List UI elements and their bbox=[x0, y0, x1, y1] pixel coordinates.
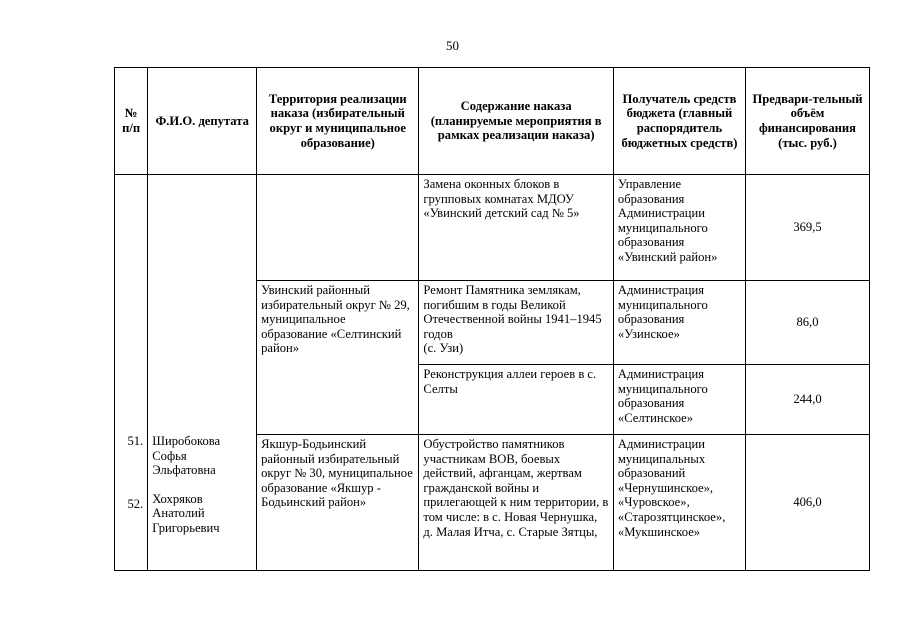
amount-cell: 406,0 bbox=[745, 435, 869, 571]
amount-cell: 86,0 bbox=[745, 281, 869, 365]
territory-cell: Якшур-Бодьинский районный избирательный округ № 30, муниципальное образование «Якшур - Бодьинский район» bbox=[257, 435, 419, 571]
recipient-cell: Администрация муниципального образования «Узинское» bbox=[613, 281, 745, 365]
header-territory: Территория реализации наказа (избирательный округ и муниципальное образование) bbox=[257, 68, 419, 175]
territory-cell: Увинский районный избирательный округ № 29, муниципальное образование «Селтинский район» bbox=[257, 281, 419, 435]
content-cell: Обустройство памятников участникам ВОВ, боевых действий, афганцам, жертвам гражданской войны и прилегающей к ним территории, в том числе: в с. Новая Чернушка, д. Малая Итча, с. Старые Зятцы, bbox=[419, 435, 614, 571]
recipient-cell: Администрации муниципальных образований «Чернушинское», «Чуровское», «Старозятцинское», «Мукшинское» bbox=[613, 435, 745, 571]
row-number: 51. bbox=[127, 434, 144, 448]
num-cell bbox=[115, 175, 148, 571]
page-number: 50 bbox=[446, 38, 459, 53]
territory-cell bbox=[257, 175, 419, 281]
table-row bbox=[115, 175, 870, 281]
recipient-cell: Управление образования Администрации муниципального образования «Увинский район» bbox=[613, 175, 745, 281]
row-number: 52. bbox=[127, 496, 144, 511]
amount-cell: 244,0 bbox=[745, 365, 869, 435]
deputy-name: Широбокова Софья Эльфатовна bbox=[152, 434, 221, 478]
header-fio: Ф.И.О. депутата bbox=[148, 68, 257, 175]
content-cell: Реконструкция аллеи героев в с. Селты bbox=[419, 365, 614, 435]
content-cell: Замена оконных блоков в групповых комнатах МДОУ «Увинский детский сад № 5» bbox=[419, 175, 614, 281]
fio-cell bbox=[148, 175, 257, 571]
header-num: № п/п bbox=[115, 68, 148, 175]
header-content: Содержание наказа (планируемые мероприятия в рамках реализации наказа) bbox=[419, 68, 614, 175]
header-amount: Предвари-тельный объём финансирования (тыс. руб.) bbox=[745, 68, 869, 175]
amount-cell: 369,5 bbox=[745, 175, 869, 281]
recipient-cell: Администрация муниципального образования «Селтинское» bbox=[613, 365, 745, 435]
content-cell bbox=[419, 281, 614, 365]
table-header-row bbox=[115, 68, 870, 175]
orders-table bbox=[114, 67, 870, 571]
content-note: (с. Узи) bbox=[423, 341, 464, 356]
content-text: Ремонт Памятника землякам, погибшим в годы Великой Отечественной войны 1941–1945 годов bbox=[423, 283, 602, 341]
deputy-name: Хохряков Анатолий Григорьевич bbox=[152, 491, 220, 535]
header-recipient: Получатель средств бюджета (главный распорядитель бюджетных средств) bbox=[613, 68, 745, 175]
